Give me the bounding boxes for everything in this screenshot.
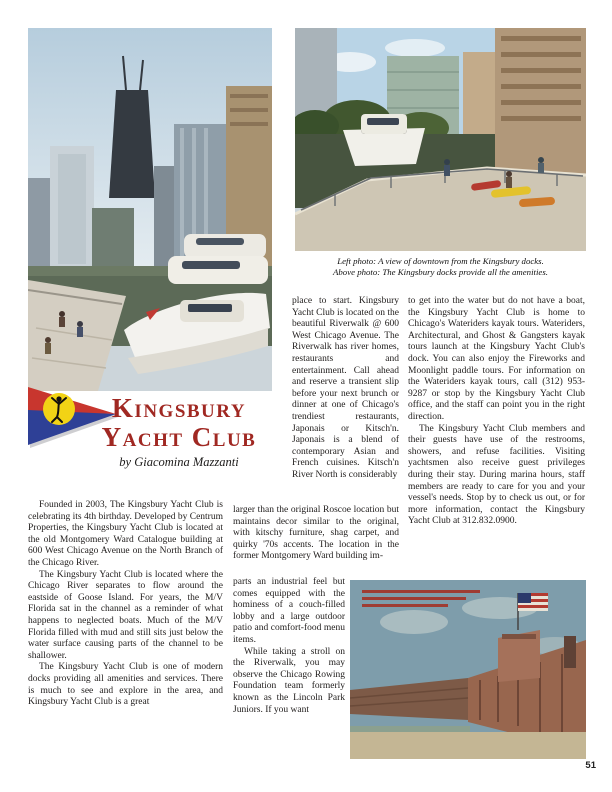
right-photo-kingsbury-docks <box>295 28 586 251</box>
docks-amenities-illustration <box>295 28 586 251</box>
photo-caption <box>295 256 586 277</box>
article-column-1 <box>28 500 223 709</box>
article-column-3 <box>408 296 585 528</box>
col3-paragraph-2: The Kingsbury Yacht Club members and their guests have use of the restrooms, showers, and refuse facilities. Visiting yachtsmen also receive guest privileges during their stay. During marina hours, staff members are ready to care for you and your vessel's needs. Stop by to check us out, or for more information, contact the Kingsbury Yacht Club at 312.832.0900. <box>408 423 585 527</box>
col2-bottom-paragraph-2: While taking a stroll on the Riverwalk, you may observe the Chicago Rowing Foundation team formerly known as the Lincoln Park Juniors. If you want <box>233 646 345 715</box>
photo-caption-line2: Above photo: The Kingsbury docks provide all the amenities. <box>333 266 548 277</box>
col2-bottom-paragraph-1: parts an industrial feel but comes equipped with the hominess of a couch-filled lobby and a large outdoor patio and comfort-food menu items. <box>233 577 345 645</box>
montgomery-ward-postcard-photo <box>350 580 586 759</box>
col2-wide-paragraph: larger than the original Roscoe location but maintains decor similar to the original, with kitschy furniture, shag carpet, and quirky '70s accents. The location in the former Montgomery Ward building im- <box>233 505 399 562</box>
col1-paragraph-2: The Kingsbury Yacht Club is located where the Chicago River separates to flow around the eastside of Goose Island. For years, the M/V Florida sat in the channel as a reminder of what happens to neglected boats. Much of the M/V Florida filled with mud and still sits just below the water surface causing parts of the channel to be shallower. <box>28 569 223 661</box>
article-title-line1: Kingsbury <box>111 393 247 423</box>
downtown-skyline-illustration <box>28 28 272 391</box>
article-column-2-top <box>292 296 399 482</box>
article-masthead <box>85 394 273 470</box>
article-byline: by Giacomina Mazzanti <box>119 455 239 469</box>
col3-paragraph-1: to get into the water but do not have a boat, the Kingsbury Yacht Club is home to Chicago's Wateriders kayak tours. Wateriders, Architectural, and Ghost & Gangsters kayak tours launch at the Kingsbury Yacht Club's dock. You can also enjoy the Fireworks and Moonlight paddle tours. For information on the Wateriders kayak tours, call (312) 953-9287 or stop by the Kingsbury Yacht Club office, and the staff can point you in the right direction. <box>408 296 585 422</box>
vintage-postcard-illustration <box>350 580 586 759</box>
article-title-line2: Yacht Club <box>101 422 257 452</box>
article-column-2-wide <box>233 505 399 563</box>
col1-paragraph-3: The Kingsbury Yacht Club is one of modern docks providing all amenities and services. There is much to see and explore in the area, and Kingsbury Yacht Club is a great <box>28 662 223 708</box>
article-column-2-bottom <box>233 577 345 716</box>
page-number: 51 <box>585 760 596 771</box>
col1-paragraph-1: Founded in 2003, The Kingsbury Yacht Club is celebrating its 4th birthday. Developed by Centrum Properties, the Kingsbury Yacht Club is located at the old Montgomery Ward Catalogue building at 600 West Chicago Avenue on the North Branch of the Chicago River. <box>28 500 223 568</box>
col2-top-paragraph: place to start. Kingsbury Yacht Club is located on the beautiful Riverwalk @ 600 West Chicago Avenue. The Riverwalk has river homes, restaurants and entertainment. Call ahead and reserve a transient slip before your next brunch or dinner at one of Chicago's trendiest restaurants, Japonais or Kitsch'n. Japonais is a blend of contemporary Asian and French cuisines. Kitsch'n River North is considerably <box>292 296 399 480</box>
left-photo-downtown-from-docks <box>28 28 272 391</box>
photo-caption-line1: Left photo: A view of downtown from the Kingsbury docks. <box>337 256 544 266</box>
